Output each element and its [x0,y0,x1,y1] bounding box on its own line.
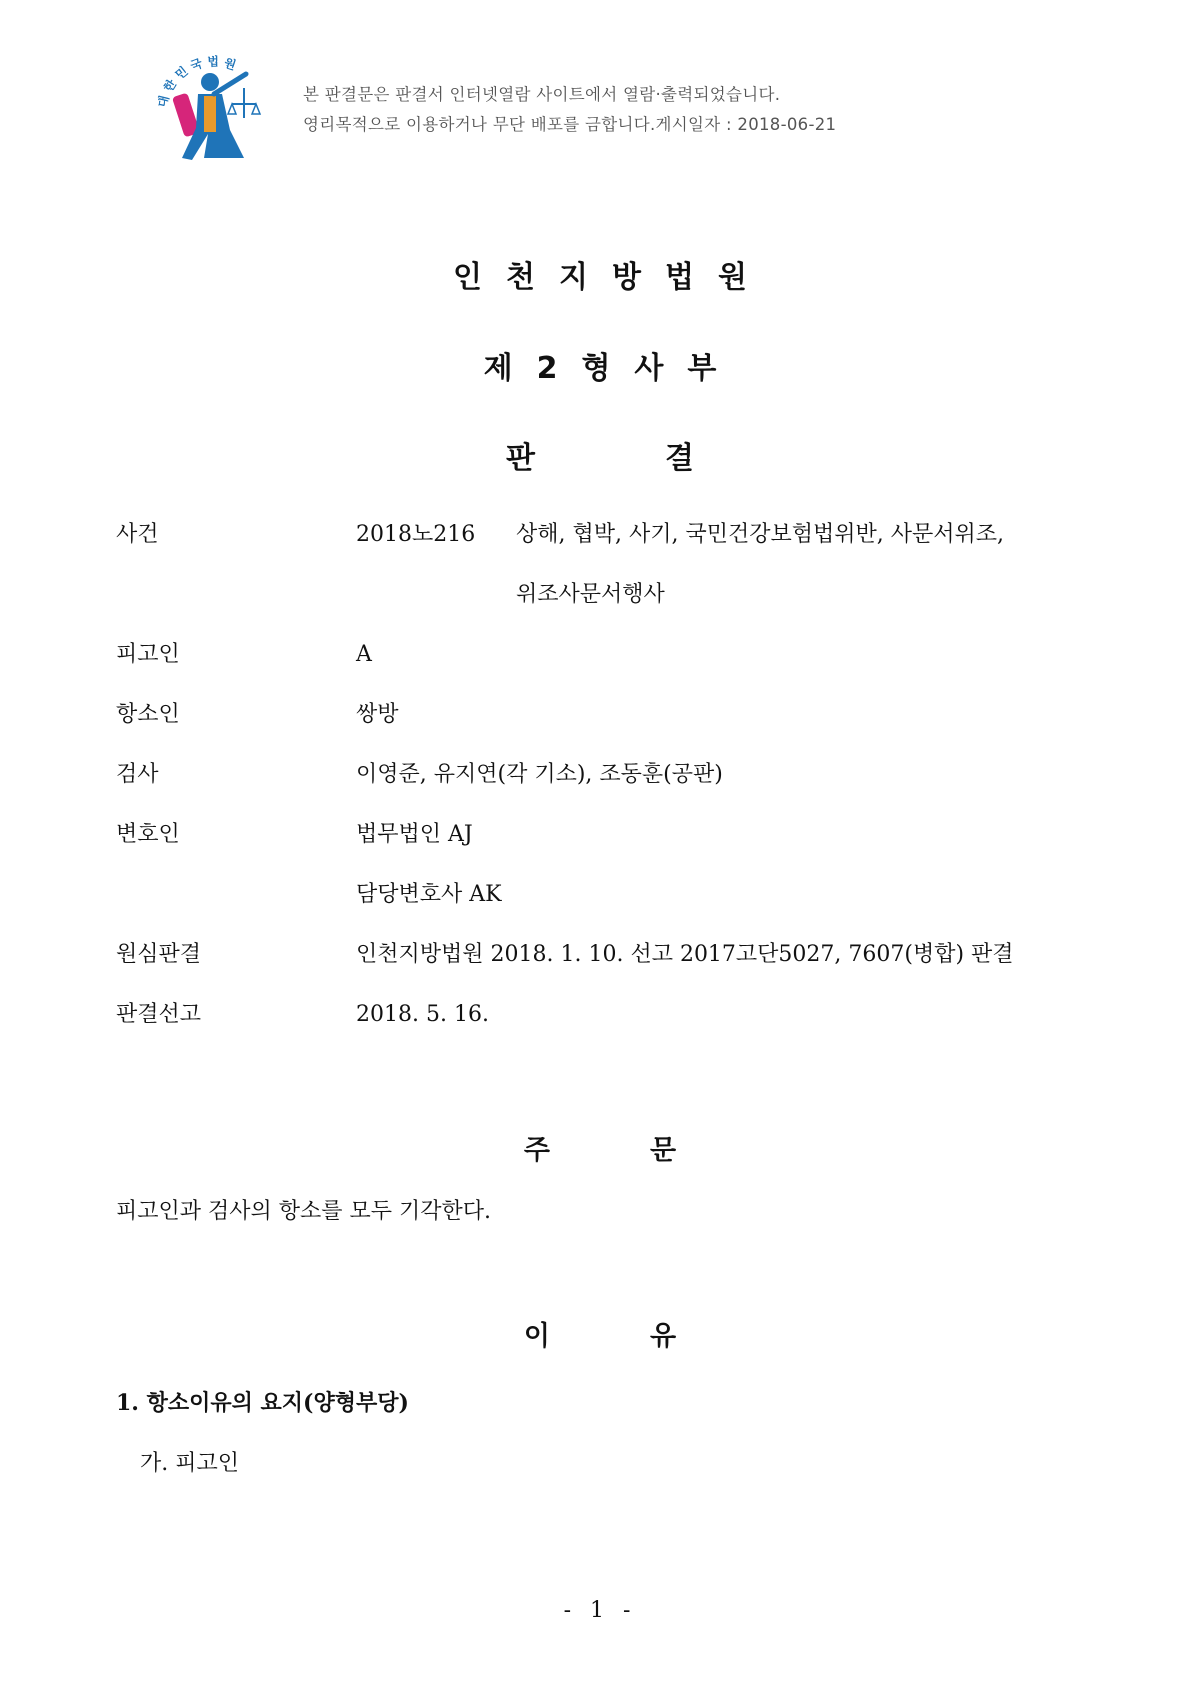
verdict-date-value: 2018. 5. 16. [356,1002,489,1027]
notice-line-1: 본 판결문은 판결서 인터넷열람 사이트에서 열람·출력되었습니다. [303,85,781,104]
notice-text [303,80,836,140]
case-info-table [116,520,1116,1060]
order-title: 주문 [523,1135,777,1166]
reason-title: 이유 [523,1321,777,1352]
case-value [356,520,1004,607]
case-row [116,520,1116,640]
case-number: 2018노216 [356,522,476,547]
prosecutor-label: 검사 [116,762,159,787]
original-judgment-row [116,940,1116,1000]
document-type: 판결 [506,441,824,476]
court-seal-logo [148,42,278,162]
appellant-row [116,700,1116,760]
defendant-label: 피고인 [116,642,180,667]
notice-line-2: 영리목적으로 이용하거나 무단 배포를 금합니다.게시일자 : 2018-06-21 [303,115,837,134]
case-crimes-line-1: 상해, 협박, 사기, 국민건강보험법위반, 사문서위조, [516,522,1004,547]
original-judgment-value: 인천지방법원 2018. 1. 10. 선고 2017고단5027, 7607(병합) 판결 [356,942,1014,967]
division-name: 제2형사부 [483,351,741,386]
verdict-date-row [116,1000,1116,1060]
counsel-row [116,820,1116,880]
appellant-label: 항소인 [116,702,180,727]
case-label: 사건 [116,522,159,547]
defendant-row [116,640,1116,700]
original-judgment-label: 원심판결 [116,942,202,967]
case-crimes-line-2: 위조사문서행사 [516,582,665,607]
reason-sub-a: 가. 피고인 [140,1451,239,1476]
counsel-attorney: 담당변호사 AK [356,882,502,907]
prosecutor-row [116,760,1116,820]
verdict-date-label: 판결선고 [116,1002,202,1027]
court-name: 인천지방법원 [453,260,771,295]
order-text: 피고인과 검사의 항소를 모두 기각한다. [116,1199,491,1224]
download-notice [0,0,1200,170]
counsel-label: 변호인 [116,822,180,847]
defendant-value: A [356,642,372,667]
page-number: - 1 - [563,1598,637,1623]
counsel-attorney-row [116,880,1116,940]
appellant-value: 쌍방 [356,702,399,727]
counsel-firm: 법무법인 AJ [356,822,473,847]
reason-point-1: 1. 항소이유의 요지(양형부당) [116,1390,409,1416]
prosecutor-value: 이영준, 유지연(각 기소), 조동훈(공판) [356,762,723,787]
svg-text:대 한 민 국 법 원: 대 한 민 국 법 원 [155,54,238,109]
